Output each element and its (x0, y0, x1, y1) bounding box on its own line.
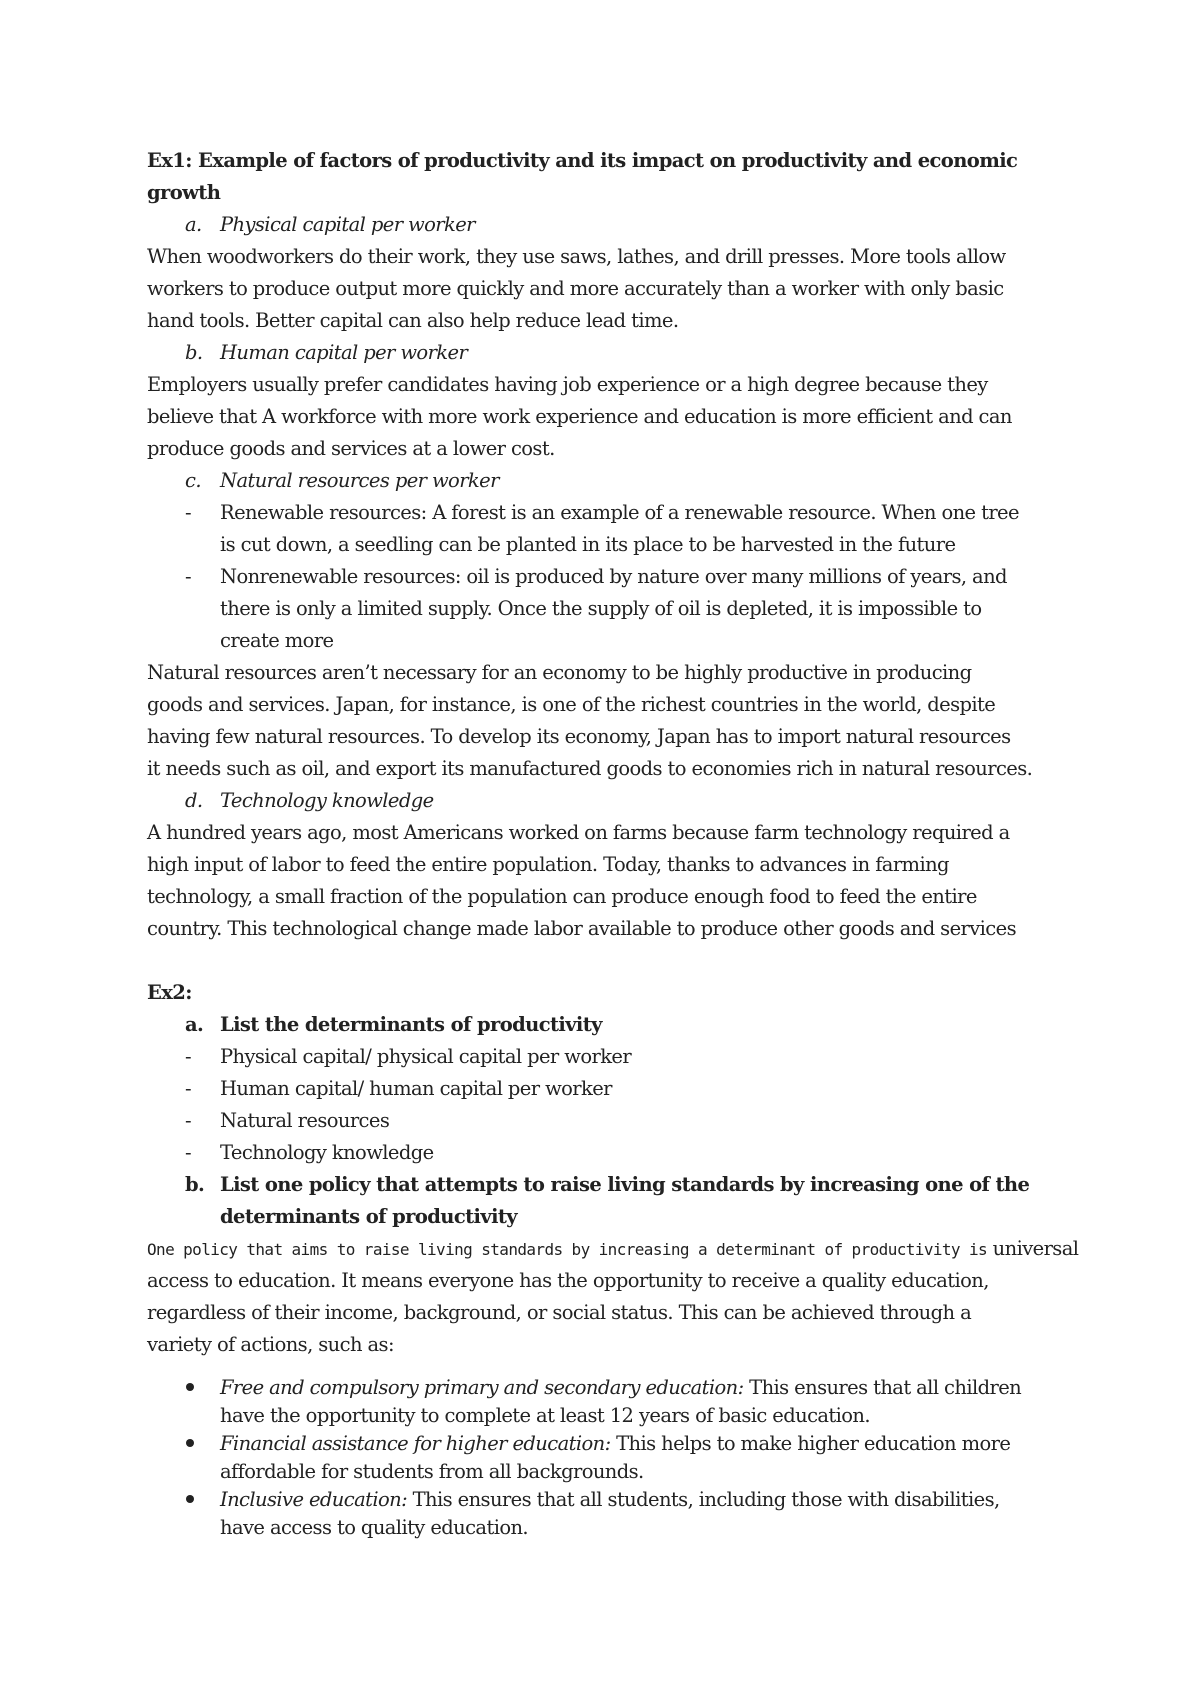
ex1-c-text-1: Natural resources aren’t necessary for an economy to be highly productive in producing (147, 661, 972, 684)
ex2-a-item-2: Human capital/ human capital per worker (220, 1077, 612, 1100)
ex2-b-marker: b. (185, 1173, 205, 1196)
ex1-d-text-2: high input of labor to feed the entire population. Today, thanks to advances in farming (147, 853, 949, 876)
ex1-c-item1-line1: Renewable resources: A forest is an example of a renewable resource. When one tree (220, 501, 1019, 524)
list-dash: - (185, 1141, 192, 1164)
bullet-1-lead: Free and compulsory primary and secondary education: (220, 1376, 744, 1399)
ex1-c-text-2: goods and services. Japan, for instance, is one of the richest countries in the world, despite (147, 693, 996, 716)
list-dash: - (185, 1109, 192, 1132)
ex1-a-text-1: When woodworkers do their work, they use saws, lathes, and drill presses. More tools allow (147, 245, 1006, 268)
ex1-b-text-3: produce goods and services at a lower cost. (147, 437, 555, 460)
ex1-c-text-4: it needs such as oil, and export its manufactured goods to economies rich in natural resources. (147, 757, 1033, 780)
policy-intro (147, 1233, 1078, 1266)
ex1-b-label: Human capital per worker (220, 341, 468, 364)
ex1-b-text-1: Employers usually prefer candidates having job experience or a high degree because they (147, 373, 988, 396)
ex1-d-text-4: country. This technological change made labor available to produce other goods and services (147, 917, 1016, 940)
policy-intro-small: One policy that aims to raise living standards by increasing a determinant of productivity is (147, 1240, 988, 1259)
ex1-a-label: Physical capital per worker (220, 213, 475, 236)
ex1-c-marker: c. (185, 469, 201, 492)
ex2-a-label: List the determinants of productivity (220, 1013, 602, 1036)
ex1-c-item2-line2: there is only a limited supply. Once the supply of oil is depleted, it is impossible to (220, 597, 982, 620)
ex1-c-text-3: having few natural resources. To develop its economy, Japan has to import natural resources (147, 725, 1011, 748)
ex1-c-item1-line2: is cut down, a seedling can be planted in its place to be harvested in the future (220, 533, 956, 556)
ex1-title-line1: Ex1: Example of factors of productivity and its impact on productivity and economic (147, 149, 1018, 172)
ex1-a-text-3: hand tools. Better capital can also help reduce lead time. (147, 309, 679, 332)
bullet-2-lead: Financial assistance for higher education: (220, 1432, 611, 1455)
ex2-a-item-3: Natural resources (220, 1109, 390, 1132)
bullet-1-line2: have the opportunity to complete at least 12 years of basic education. (220, 1404, 870, 1427)
policy-text-1: access to education. It means everyone has the opportunity to receive a quality education, (147, 1269, 989, 1292)
ex2-a-item-4: Technology knowledge (220, 1141, 434, 1164)
bullet-icon (186, 1495, 194, 1503)
bullet-icon (186, 1439, 194, 1447)
ex1-a-text-2: workers to produce output more quickly and more accurately than a worker with only basic (147, 277, 1004, 300)
ex1-c-item2-line1: Nonrenewable resources: oil is produced by nature over many millions of years, and (220, 565, 1007, 588)
ex1-a-marker: a. (185, 213, 202, 236)
list-dash: - (185, 565, 192, 588)
bullet-1-rest: This ensures that all children (743, 1376, 1022, 1399)
list-dash: - (185, 1077, 192, 1100)
bullet-2-rest: This helps to make higher education more (610, 1432, 1011, 1455)
ex1-title-line2: growth (147, 181, 221, 204)
ex2-b-label-line2: determinants of productivity (220, 1205, 518, 1228)
ex1-c-item2-line3: create more (220, 629, 334, 652)
ex1-c-label: Natural resources per worker (220, 469, 499, 492)
bullet-3-line2: have access to quality education. (220, 1516, 529, 1539)
ex1-d-marker: d. (185, 789, 203, 812)
ex2-title: Ex2: (147, 981, 192, 1004)
bullet-2-line2: affordable for students from all backgrounds. (220, 1460, 644, 1483)
policy-text-3: variety of actions, such as: (147, 1333, 394, 1356)
list-dash: - (185, 1045, 192, 1068)
ex2-a-marker: a. (185, 1013, 204, 1036)
bullet-3-lead: Inclusive education: (220, 1488, 408, 1511)
bullet-icon (186, 1383, 194, 1391)
ex1-b-marker: b. (185, 341, 203, 364)
ex2-a-item-1: Physical capital/ physical capital per worker (220, 1045, 632, 1068)
policy-text-2: regardless of their income, background, or social status. This can be achieved through a (147, 1301, 972, 1324)
ex1-d-label: Technology knowledge (220, 789, 434, 812)
ex1-d-text-3: technology, a small fraction of the population can produce enough food to feed the entire (147, 885, 977, 908)
bullet-3-rest: This ensures that all students, including those with disabilities, (407, 1488, 1000, 1511)
ex2-b-label-line1: List one policy that attempts to raise living standards by increasing one of the (220, 1173, 1030, 1196)
ex1-d-text-1: A hundred years ago, most Americans worked on farms because farm technology required a (147, 821, 1010, 844)
list-dash: - (185, 501, 192, 524)
policy-intro-tail: universal (987, 1237, 1079, 1260)
ex1-b-text-2: believe that A workforce with more work experience and education is more efficient and can (147, 405, 1012, 428)
